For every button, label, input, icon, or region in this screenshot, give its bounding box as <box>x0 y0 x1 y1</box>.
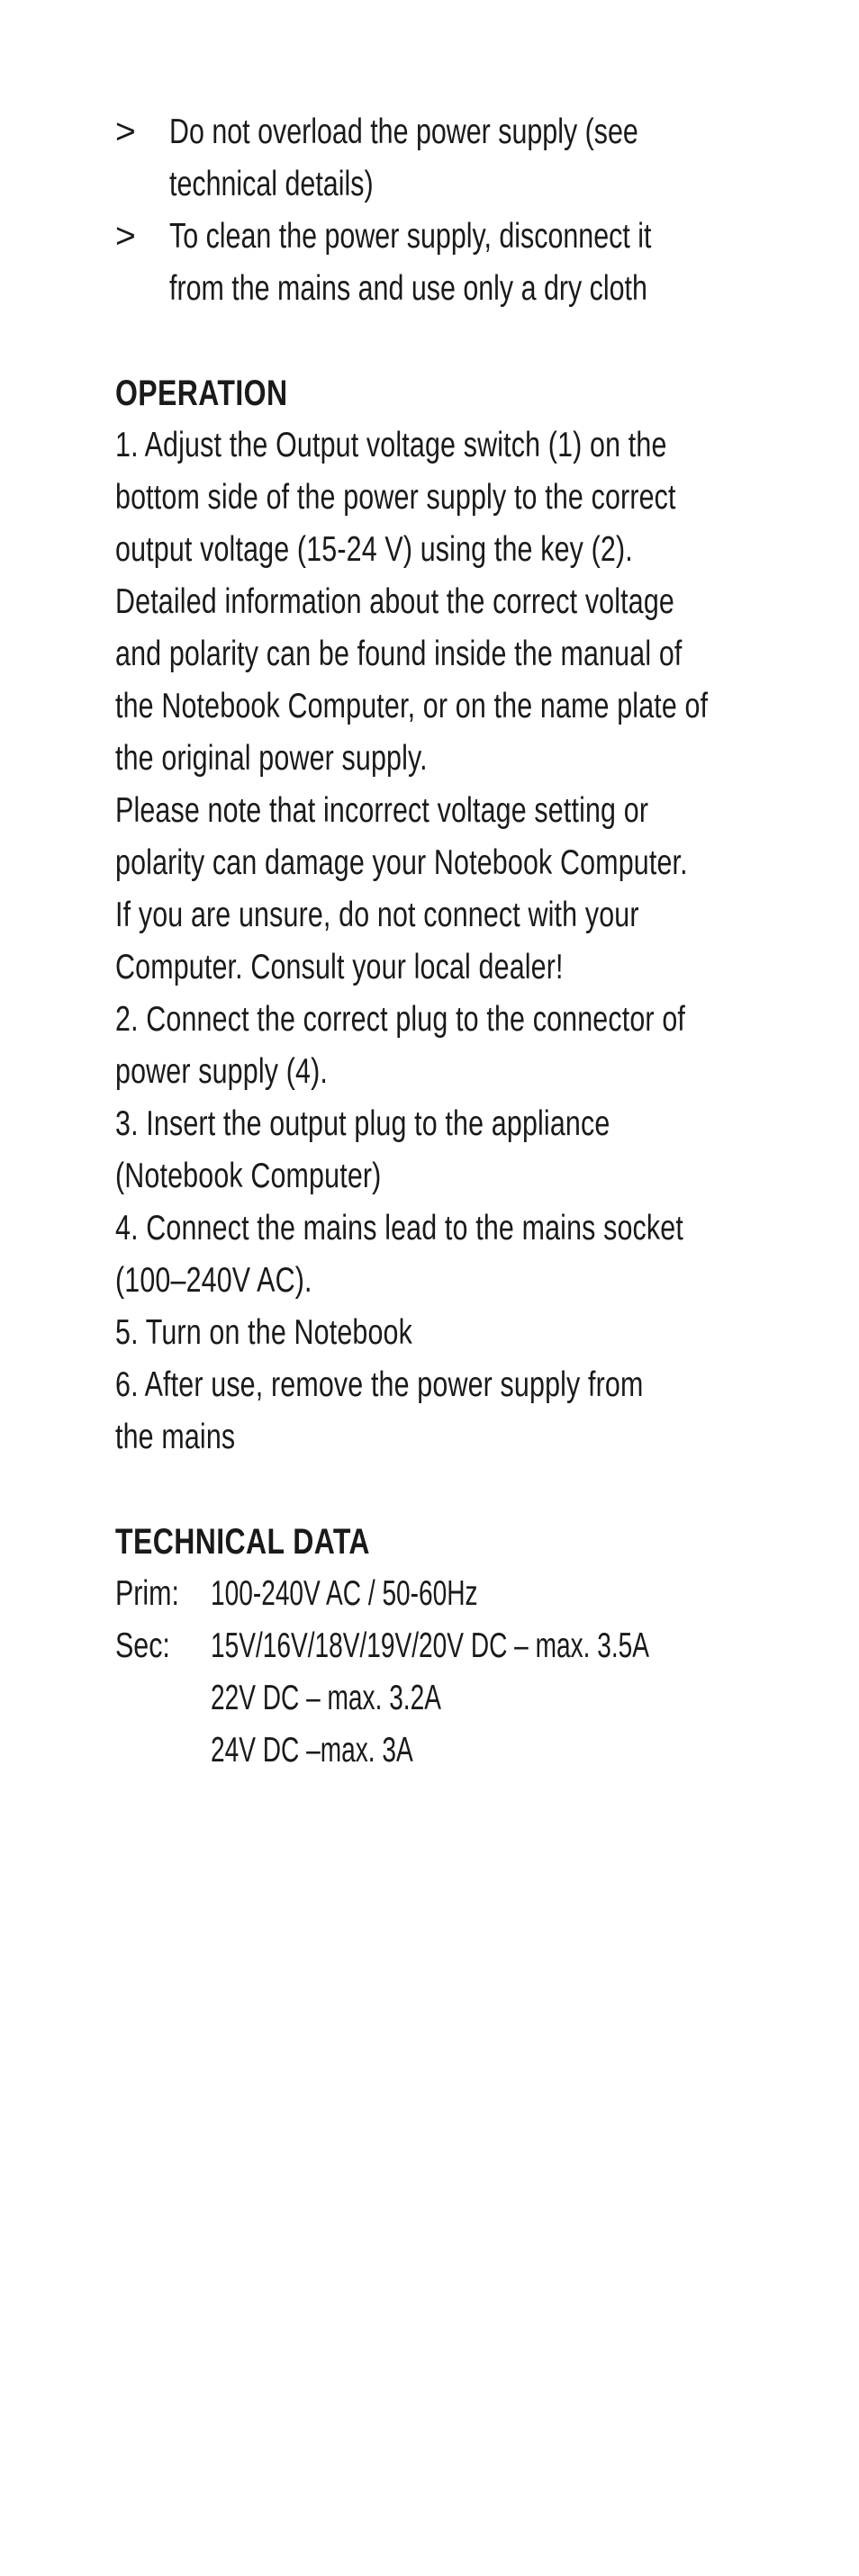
tech-row-prim <box>115 1568 764 1620</box>
tech-label: Prim: <box>115 1574 179 1613</box>
operation-line: power supply (4). <box>115 1052 328 1091</box>
operation-line: the mains <box>115 1418 236 1456</box>
bullet-line: To clean the power supply, disconnect it <box>169 217 652 256</box>
tech-value: 22V DC – max. 3.2A <box>211 1679 441 1717</box>
tech-value: 15V/16V/18V/19V/20V DC – max. 3.5A <box>211 1626 650 1665</box>
tech-row-sec <box>115 1620 764 1672</box>
safety-bullet-list <box>115 106 764 315</box>
bullet-marker: > <box>115 113 136 151</box>
operation-line: 2. Connect the correct plug to the connector of <box>115 1000 686 1039</box>
bullet-marker: > <box>115 217 136 256</box>
operation-heading: OPERATION <box>115 374 288 413</box>
technical-data-heading: TECHNICAL DATA <box>115 1522 370 1562</box>
tech-value: 24V DC –max. 3A <box>211 1731 413 1770</box>
tech-row-sec-22v <box>115 1672 764 1725</box>
technical-data-section <box>115 1516 764 1777</box>
operation-line: 5. Turn on the Notebook <box>115 1313 412 1352</box>
operation-line: bottom side of the power supply to the correct <box>115 478 676 517</box>
bullet-item <box>115 106 764 211</box>
bullet-line: from the mains and use only a dry cloth <box>169 269 647 308</box>
operation-line: the Notebook Computer, or on the name plate of <box>115 687 709 725</box>
operation-line: polarity can damage your Notebook Computer. <box>115 843 688 882</box>
operation-line: and polarity can be found inside the manual of <box>115 635 683 673</box>
tech-value: 100-240V AC / 50-60Hz <box>211 1574 478 1613</box>
bullet-item <box>115 211 764 315</box>
tech-label: Sec: <box>115 1626 170 1665</box>
bullet-line: Do not overload the power supply (see <box>169 113 638 151</box>
operation-line: (100–240V AC). <box>115 1261 312 1300</box>
operation-section <box>115 367 764 1464</box>
tech-row-sec-24v <box>115 1725 764 1777</box>
operation-line: the original power supply. <box>115 739 428 778</box>
operation-line: 3. Insert the output plug to the appliance <box>115 1104 610 1143</box>
bullet-line: technical details) <box>169 165 374 203</box>
operation-text <box>115 419 709 1464</box>
operation-line: output voltage (15-24 V) using the key (2). <box>115 530 633 569</box>
operation-line: 4. Connect the mains lead to the mains socket <box>115 1209 683 1247</box>
operation-line: If you are unsure, do not connect with your <box>115 896 639 934</box>
operation-line: Detailed information about the correct voltage <box>115 582 675 621</box>
operation-line: 1. Adjust the Output voltage switch (1) on the <box>115 426 667 464</box>
operation-line: Computer. Consult your local dealer! <box>115 948 564 986</box>
manual-page <box>115 106 764 1777</box>
operation-line: (Notebook Computer) <box>115 1157 382 1195</box>
operation-line: Please note that incorrect voltage setting or <box>115 791 649 830</box>
operation-line: 6. After use, remove the power supply from <box>115 1365 644 1404</box>
